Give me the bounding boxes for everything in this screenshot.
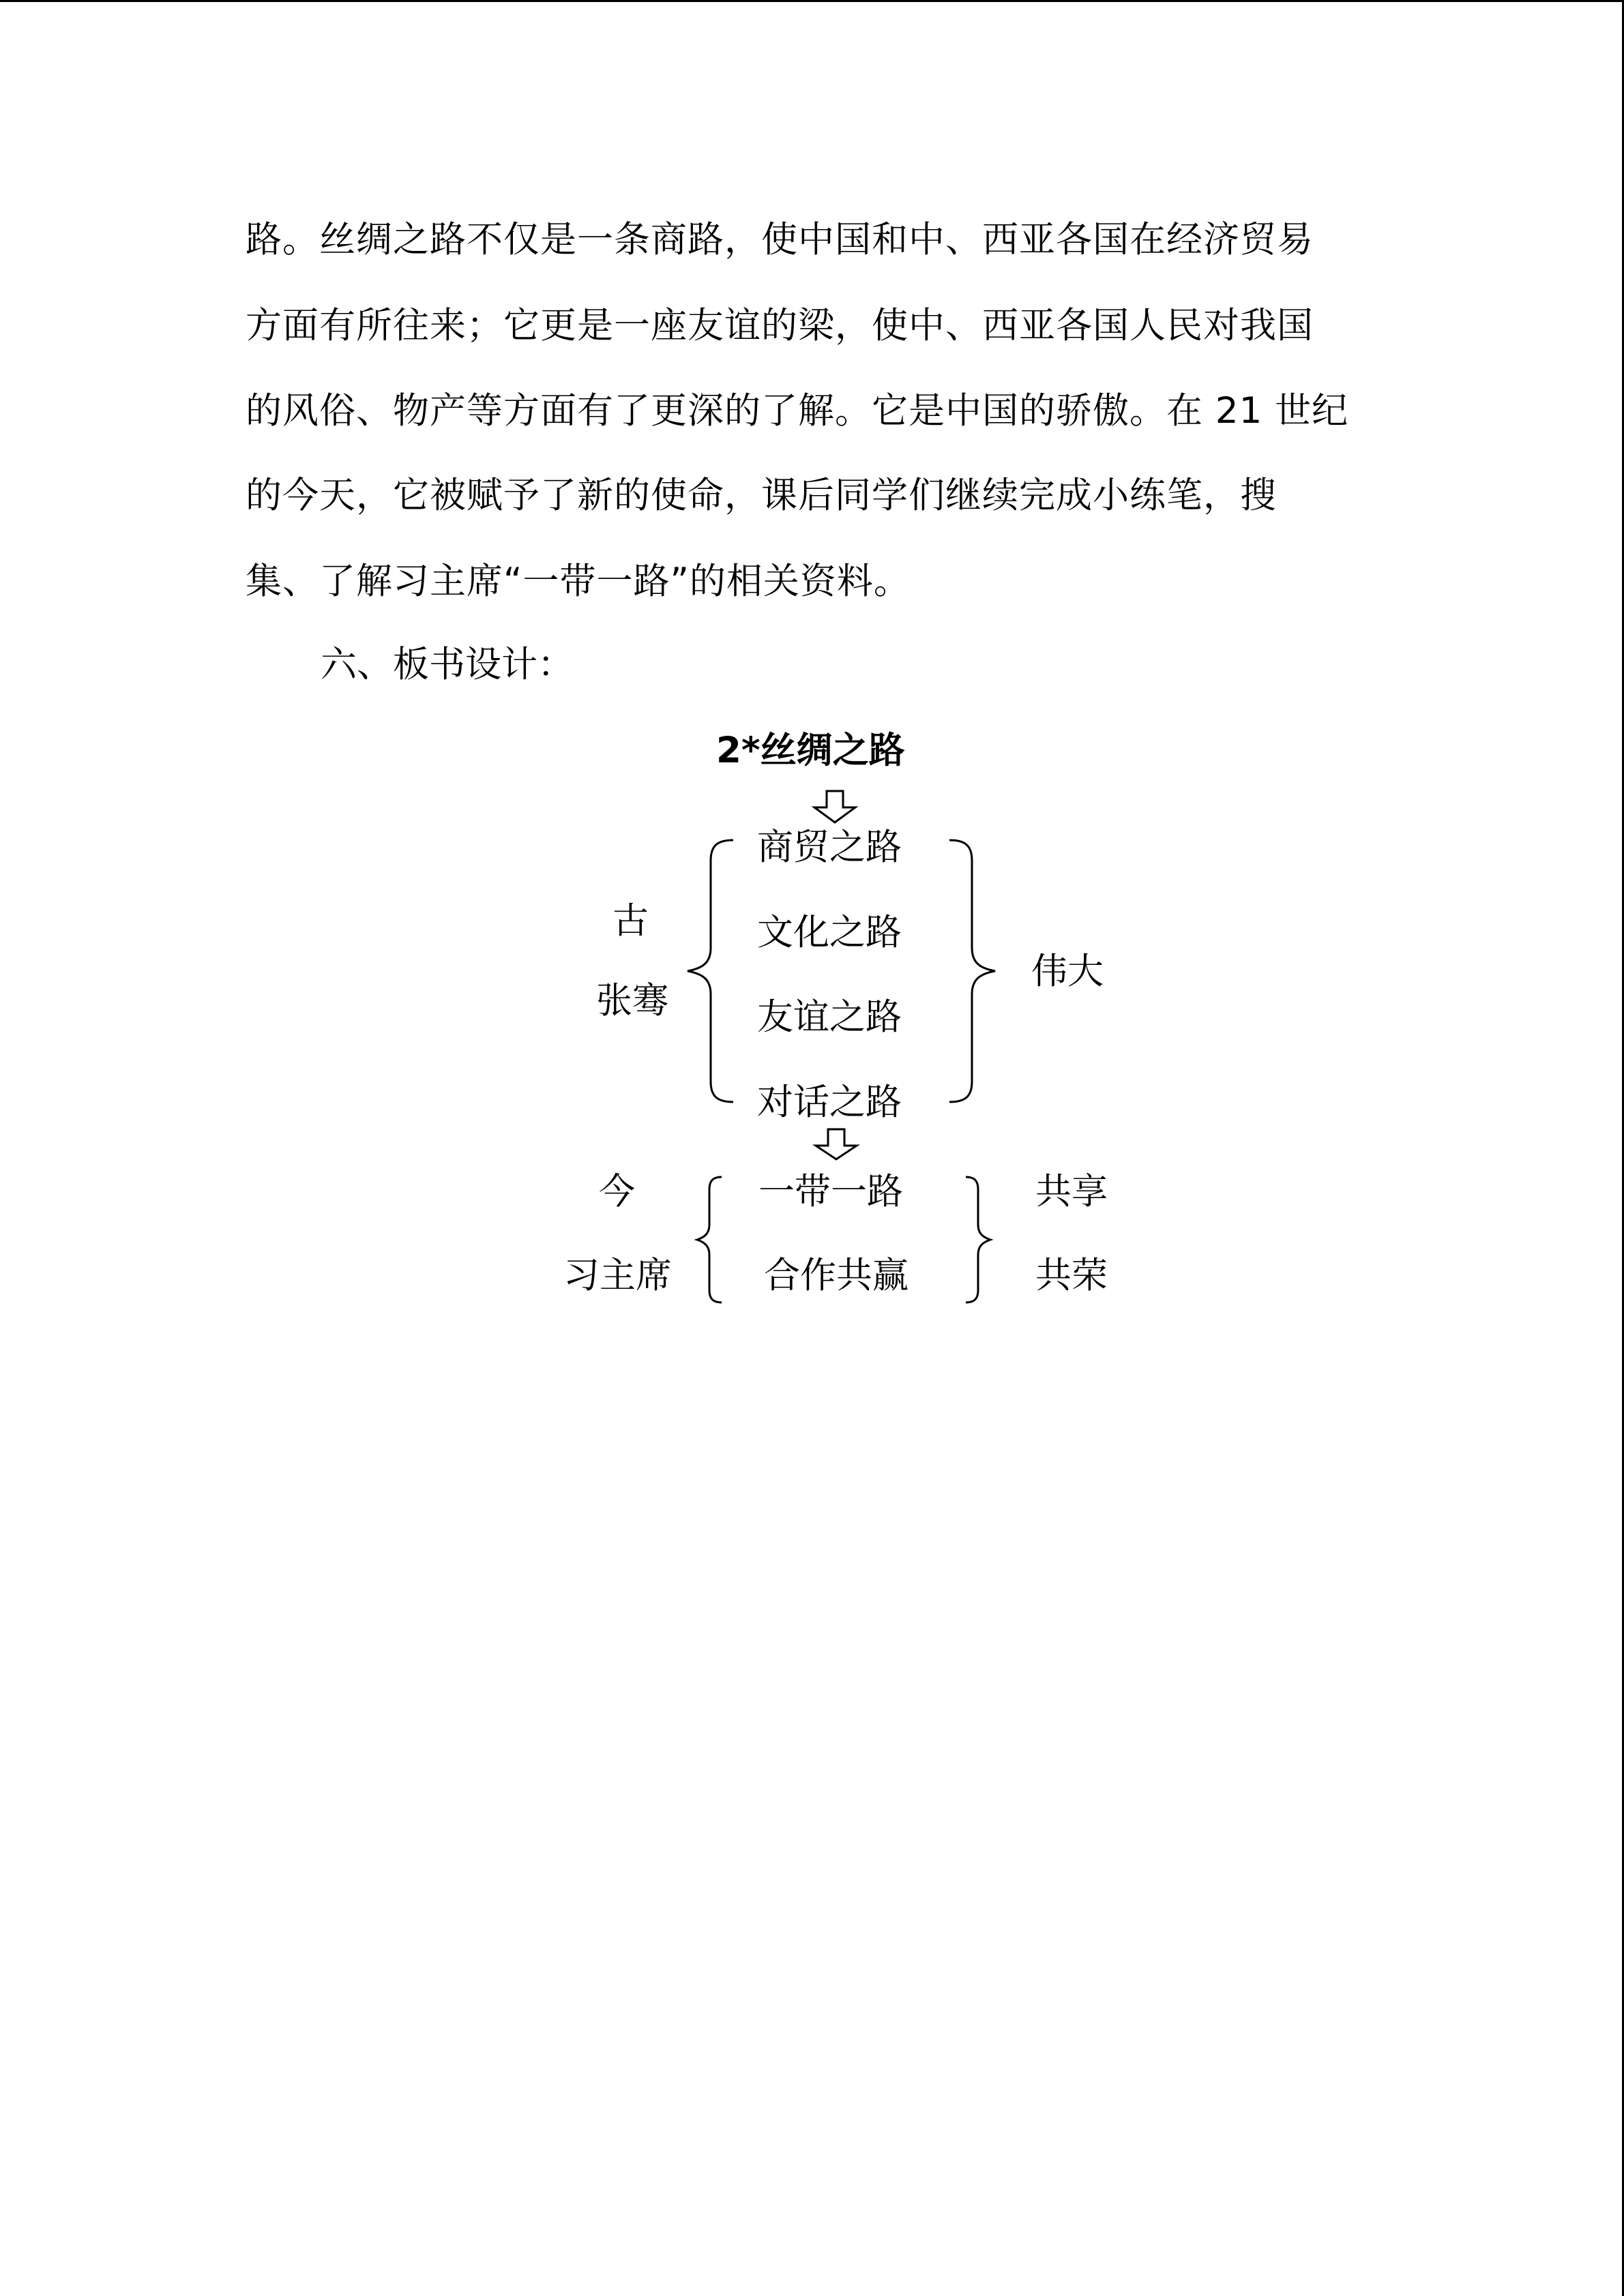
ancient-result: 伟大 [1031, 951, 1104, 992]
ancient-item: 文化之路 [757, 912, 902, 953]
paragraph-line: 的今天，它被赋予了新的使命，课后同学们继续完成小练笔，搜 [246, 475, 1277, 516]
paragraph-line: 集、了解习主席“一带一路”的相关资料。 [246, 561, 911, 602]
down-arrow-icon [816, 1129, 857, 1159]
modern-result: 共享 [1035, 1171, 1108, 1212]
ancient-person-label: 张骞 [596, 980, 668, 1022]
paragraph-line: 路。丝绸之路不仅是一条商路，使中国和中、西亚各国在经济贸易 [246, 219, 1314, 260]
right-brace-icon [949, 840, 995, 1102]
left-brace-icon [688, 840, 733, 1102]
modern-item: 一带一路 [758, 1171, 903, 1212]
page-border-top [0, 0, 1624, 2]
right-brace-icon [966, 1177, 990, 1302]
paragraph-line: 方面有所往来；它更是一座友谊的梁，使中、西亚各国人民对我国 [246, 305, 1314, 346]
modern-person-label: 习主席 [563, 1255, 672, 1296]
ancient-item: 对话之路 [757, 1082, 902, 1123]
down-arrow-icon [814, 791, 855, 822]
ancient-label: 古 [612, 900, 649, 942]
modern-label: 今 [599, 1171, 635, 1212]
board-title: 2*丝绸之路 [716, 730, 905, 771]
left-brace-icon [697, 1177, 722, 1302]
section-heading: 六、板书设计： [321, 644, 574, 685]
modern-item: 合作共赢 [764, 1255, 909, 1296]
ancient-item: 商贸之路 [757, 826, 902, 868]
modern-result: 共荣 [1035, 1255, 1108, 1296]
ancient-item: 友谊之路 [757, 996, 902, 1038]
paragraph-line: 的风俗、物产等方面有了更深的了解。它是中国的骄傲。在 21 世纪 [246, 390, 1349, 432]
